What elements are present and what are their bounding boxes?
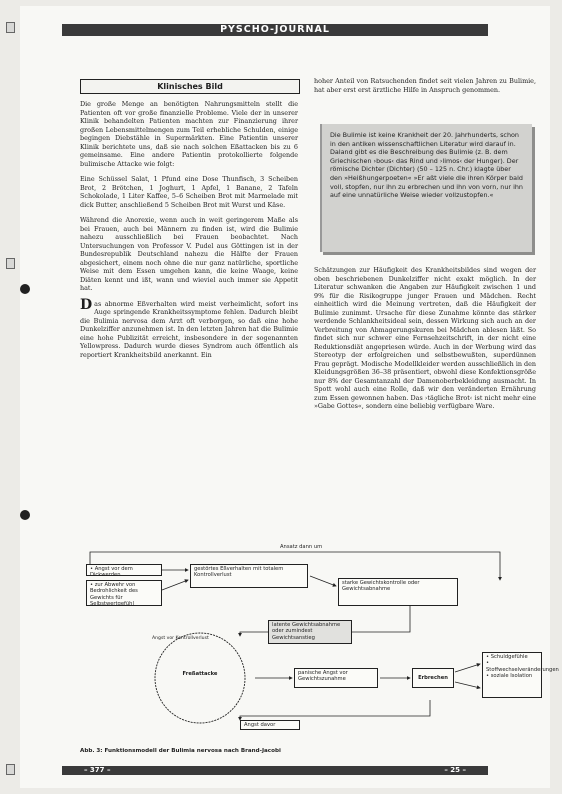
diagram-box-vomiting: Erbrechen bbox=[412, 668, 454, 688]
journal-footer bbox=[62, 766, 488, 775]
consequence-item: • Stoffwechselveränderungen bbox=[486, 660, 559, 673]
page-number-right: – 25 – bbox=[444, 766, 466, 774]
diagram-box: panische Angst vor Gewichtszunahme bbox=[294, 668, 378, 688]
consequence-item: • soziale Isolation bbox=[486, 673, 533, 680]
paragraph: Schätzungen zur Häufigkeit des Krankheitsbildes sind wegen der oben beschriebenen Dunkelziffer nicht exakt möglich. In der Literatur schwanken die Angaben zur Häufigkeit zwischen 1 und 9% für die Risikogruppe junger Frauen und Mädchen. Recht einheitlich wird die Meinung vertreten, daß die Häufigkeit der Bulimie zunimmt. Ursache für diese Zunahme könnte das stärker werdende Schlankheitsideal sein, dessen Wirkung sich auch an der Verbreitung von Abmagerungskuren bei Mädchen ablesen läßt. So findet sich nur schwer eine Fernsehzeitschrift, in der nicht eine Reduktionsdiät angepriesen würde. Auch in der Werbung wird das Stereotyp der erfolgreichen und selbstbewußten, superdünnen Frau geprägt. Modische Modellkleider werden ausschließlich in den Kleidungsgrößen 36–38 präsentiert, obwohl diese Konfektionsgröße nur 8% der Gesamtanzahl der Damenoberbekleidung ausmacht. In Spott wohl auch eine Rolle, daß wir den veränderten Ernährung zum Essen gewonnen haben. Das ›tägliche Brot‹ ist nicht mehr eine »Gabe Gottes«, sondern eine beliebig verfügbare Ware. bbox=[314, 266, 537, 410]
right-column bbox=[314, 266, 536, 418]
diagram-label: Ansatz dann um bbox=[280, 544, 323, 550]
pull-quote-box bbox=[320, 124, 532, 252]
drop-cap: D bbox=[80, 296, 93, 313]
right-column-top bbox=[314, 77, 536, 101]
bulimia-model-diagram bbox=[80, 540, 559, 748]
diagram-label: Angst vor Kontrollverlust bbox=[152, 636, 209, 641]
diagram-circle-label: Freßattacke bbox=[182, 671, 218, 677]
paragraph: hoher Anteil von Ratsuchenden findet seit vielen Jahren zu Bulimie, hat aber erst erst ärztliche Hilfe in Anspruch genommen. bbox=[314, 77, 536, 94]
diagram-box: • zur Abwehr von Bedrohlichkeit des Gewichts für Selbstwertgefühl bbox=[86, 580, 162, 606]
page-edge-tab bbox=[6, 258, 15, 269]
section-title: Klinisches Bild bbox=[80, 79, 300, 94]
pull-quote: Die Bulimie ist keine Krankheit der 20. Jahrhunderts, schon in den antiken wissenschaftlichen Literatur wird darauf in. Daland gibt es die Beschreibung des Bulimie (z. B. dem Griechischen ›bous‹ das Rind und ›limos‹ der Hunger). Der römische Dichter (Dichter) (50 – 125 n. Chr.) klagte über den »Heißhungerpoeten« »Er aßt viele die ihren Körper bald voll, stopfen, nur ihn zu erbrechen und ihn von vorn, nur ihn auf eine unnatürliche Weise wieder vollzustopfen.« bbox=[330, 131, 523, 200]
paragraph: Eine Schüssel Salat, 1 Pfund eine Dose Thunfisch, 3 Scheiben Brot, 2 Brötchen, 1 Joghurt, 1 Apfel, 1 Banane, 2 Tafeln Schokolade, 1 Liter Kaffee, 5–6 Scheiben Brot mit Marmelade mit dick Butter, anschließend 5 Scheiben Brot mit Wurst und Käse. bbox=[80, 175, 298, 209]
binder-hole bbox=[20, 510, 30, 520]
page-number-left: – 377 – bbox=[84, 766, 111, 774]
page-edge-tab bbox=[6, 22, 15, 33]
diagram-box: Angst davor bbox=[240, 720, 300, 730]
paragraph bbox=[80, 296, 298, 360]
paragraph: Die große Menge an benötigten Nahrungsmitteln stellt die Patienten oft vor große finanzielle Probleme. Viele der in unserer Klinik behandelten Patienten machten zur Finanzierung ihrer großen Lebensmittelmengen zum Teil erhebliche Schulden, einige begingen Diebstähle in Supermärkten. Eine Patientin unserer Klinik berichtete uns, daß sie nach solchen Eßattacken bis zu 6 gemeinsame. Eine andere Patientin protokollierte folgende bulimische Attacke wie folgt: bbox=[80, 100, 298, 168]
page-edge-tab bbox=[6, 764, 15, 775]
diagram-box: latente Gewichtsabnahme oder zumindest Gewichtsanstieg bbox=[268, 620, 352, 644]
figure-caption: Abb. 3: Funktionsmodell der Bulimia nervosa nach Brand-Jacobi bbox=[80, 748, 281, 754]
diagram-box: • Angst vor dem Dickwerden bbox=[86, 564, 162, 576]
diagram-box-consequences bbox=[482, 652, 559, 698]
journal-header: PYSCHO-JOURNAL bbox=[62, 24, 488, 36]
paragraph-text: as abnorme Eßverhalten wird meist verheimlicht, sofort ins Auge springende Krankheitssymptome fehlen. Dadurch bleibt die Bulimia nervosa dem Arzt oft verborgen, so daß eine hohe Dunkelziffer anzunehmen ist. In den letzten Jahren hat die Bulimie eine hohe Publizität erreicht, insbesondere in der sogenannten Yellowpress. Dadurch wurde dieses Syndrom auch öffentlich als reportiert Krankheitsbild anerkannt. Ein bbox=[80, 299, 298, 359]
binder-hole bbox=[20, 284, 30, 294]
paragraph: Während die Anorexie, wenn auch in weit geringerem Maße als bei Frauen, auch bei Männern zu finden ist, wird die Bulimie nahezu ausschließlich bei Frauen beobachtet. Nach Untersuchungen von Professor V. Pudel aus Göttingen ist in der Bundesrepublik Deutschland nahezu die Hälfte der Frauen abgesichert, einem noch ohne die nur ganz natürliche, sportliche Weise mit dem Essen umgehen kann, die keine Waage, keine Diäten kennt und ißt, wann und wieviel auch immer sie Appetit hat. bbox=[80, 216, 298, 292]
consequence-item: • Schuldgefühle bbox=[486, 654, 528, 660]
left-column bbox=[80, 100, 298, 366]
diagram-box: starke Gewichtskontrolle oder Gewichtsabnahme bbox=[338, 578, 458, 606]
diagram-box: gestörtes Eßverhalten mit totalem Kontrollverlust bbox=[190, 564, 308, 588]
